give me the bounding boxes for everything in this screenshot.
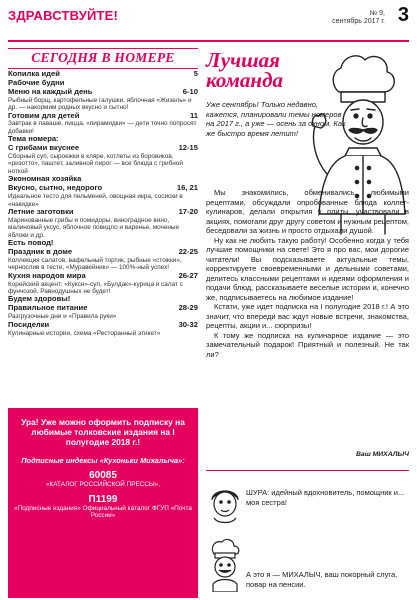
issue-info [332,10,385,26]
article-title-line1: Лучшая [206,48,280,72]
toc-entry-description: Корейский акцент: «Куксн»-суп, «Булдак»-курица и салат с фунчозой. Равнодушных не будет! [8,280,183,295]
toc-list [8,70,198,337]
page-header [0,0,417,40]
issue-number: № 9, [369,10,385,17]
toc-section-heading: Будем здоровы! [8,294,71,304]
toc-entry-title: Кухня народов мира [8,270,86,280]
toc-entry [8,208,198,217]
toc-section-heading: Рабочие будни [8,77,65,87]
toc-entry-page: 17-20 [178,206,198,216]
toc-entry-page: 12-15 [178,143,198,153]
mikhalych-portrait [208,538,242,592]
toc-title: СЕГОДНЯ В НОМЕРЕ [8,48,198,69]
promo-headline: Ура! Уже можно оформить подписку на любимые толковские издания на I полугодие 2018 г.! [21,417,185,447]
shura-portrait [208,484,242,526]
caption-mikhalych: А это я — МИХАЛЫЧ, ваш покорный слуга, повар на пенсии. [246,570,398,589]
toc-entry-page: 16, 21 [176,183,198,193]
toc-entry [8,304,198,313]
toc-entry [8,184,198,193]
promo-code-1: 60085 [89,470,117,481]
toc-section-heading: Есть повод! [8,238,54,248]
toc-section-heading: Тема номера: [8,134,59,144]
toc-entry-page: 11 [189,110,198,120]
toc-entry-description: Разгрузочные дни и «Правила руки» [8,313,117,321]
toc-entry [8,112,198,121]
toc-entry-title: Правильное питание [8,303,88,313]
caption-divider [206,470,409,471]
toc-entry [8,272,198,281]
toc-entry-title: С грибами вкуснее [8,143,80,153]
toc-entry-title: Вкусно, сытно, недорого [8,183,103,193]
article-paragraph: Мы знакомились, обменивались любимыми рецептами, обсуждали опробованные блюда коллег-кулинаров, делали открытия у плиты, участвовали в акциях, помогали друг другу советом и нужным рецептом, беседовали за жизнь и просто отдыхали душой. [206,188,409,235]
promo-indices-label: Подписные индексы «Кухоньки Михалыча»: [21,456,185,465]
toc-entry-page: 28-29 [178,303,198,313]
article-title-line2: команда [206,68,284,92]
article-paragraph: К тому же подписка на кулинарное издание — это замечательный подарок! Приятный и полезный. Не так ли? [206,330,409,359]
toc-entry [8,144,198,153]
article-title [206,50,283,90]
toc-entry [8,321,198,330]
header-divider [8,40,409,42]
article-paragraph: Ну как не любить такую работу! Особенно когда у тебя лучшие помощники на свете! Это я про вас, мои дорогие читатели! Вы подсказываете актуальные темы, корректируете своевременными и дельными советами, делитесь классными рецептами и идеями оформления и подачи блюд, рассказываете веселые истории и, конечно же, подписываетесь на любимое издание! [206,235,409,302]
toc-entry-description: Сборный суп, сыроежки в кляре, котлеты из боровиков, «ризотто», паштет, заливной пирог — все блюда с грибной ноткой [8,153,183,175]
subscription-promo [8,408,198,598]
caption-shura: ШУРА: идейный вдохновитель, помощник и... моя сестра! [246,488,405,507]
promo-catalog-2: «Подписные издания» Официальный каталог ФГУП «Почта России» [14,504,192,520]
toc-entry [8,88,198,97]
toc-entry-title: Копилка идей [8,69,60,78]
toc-entry-description: Кулинарные истории, схема «Ресторанный этикет» [8,329,161,337]
toc-entry-title: Праздник в доме [8,246,73,256]
article-intro: Уже сентябрь! Только недавно, кажется, планировали темы номеров на 2017 г., а уже — осень за окном. Как же быстро время летит! [206,100,346,138]
toc-section-heading: Экономная хозяйка [8,174,82,184]
toc-entry-title: Меню на каждый день [8,86,93,96]
promo-code-2: П1199 [88,493,118,505]
toc-entry [8,248,198,257]
page-number: 3 [397,4,409,26]
promo-catalog-1: «КАТАЛОГ РОССИЙСКОЙ ПРЕССЫ», [46,481,160,488]
toc-entry-page: 6-10 [182,86,198,96]
toc-entry-description: Коллекция салатов, вафельный тортик, рыбные «стожки», чернослив в тесте, «Муравейник» — 100%-ный успех! [8,256,182,272]
toc-entry-description: Идеальное тесто для пельменей, овощная икра, сосиски в «накидке» [8,193,183,208]
greeting-heading: ЗДРАВСТВУЙТЕ! [8,8,119,23]
toc-entry-title: Готовим для детей [8,110,80,120]
toc-entry-title: Летние заготовки [8,206,74,216]
toc-entry-description: Завтрак в лаваше, пицца, «пирамидки» — дети точно попросят добавки! [8,120,197,135]
toc-entry-page: 5 [193,69,198,78]
toc-entry-description: Маринованные грибы и помидоры, виноградное вино, малиновый уксус, яблочное повидло и варенье, моченые яблоки и др. [8,216,180,239]
article-signature: Ваш МИХАЛЫЧ [356,451,409,458]
article-paragraph: Кстати, уже идет подписка на I полугодие 2018 г.! А это значит, что впереди вас ждут новые встречи, знакомства, рецепты, акции и... сюрпризы! [206,302,409,330]
toc-entry-page: 26-27 [178,270,198,280]
issue-date: сентябрь 2017 г. [332,18,385,25]
toc-entry-title: Посиделки [8,319,50,329]
toc-entry-page: 22-25 [178,246,198,256]
toc-entry-description: Рыбный борщ, картофельные галушки, яблочная «Жизель» и др. — накормим родных вкусно и сытно! [8,96,192,112]
article-body [206,188,409,359]
toc-entry-page: 30-32 [178,319,198,329]
